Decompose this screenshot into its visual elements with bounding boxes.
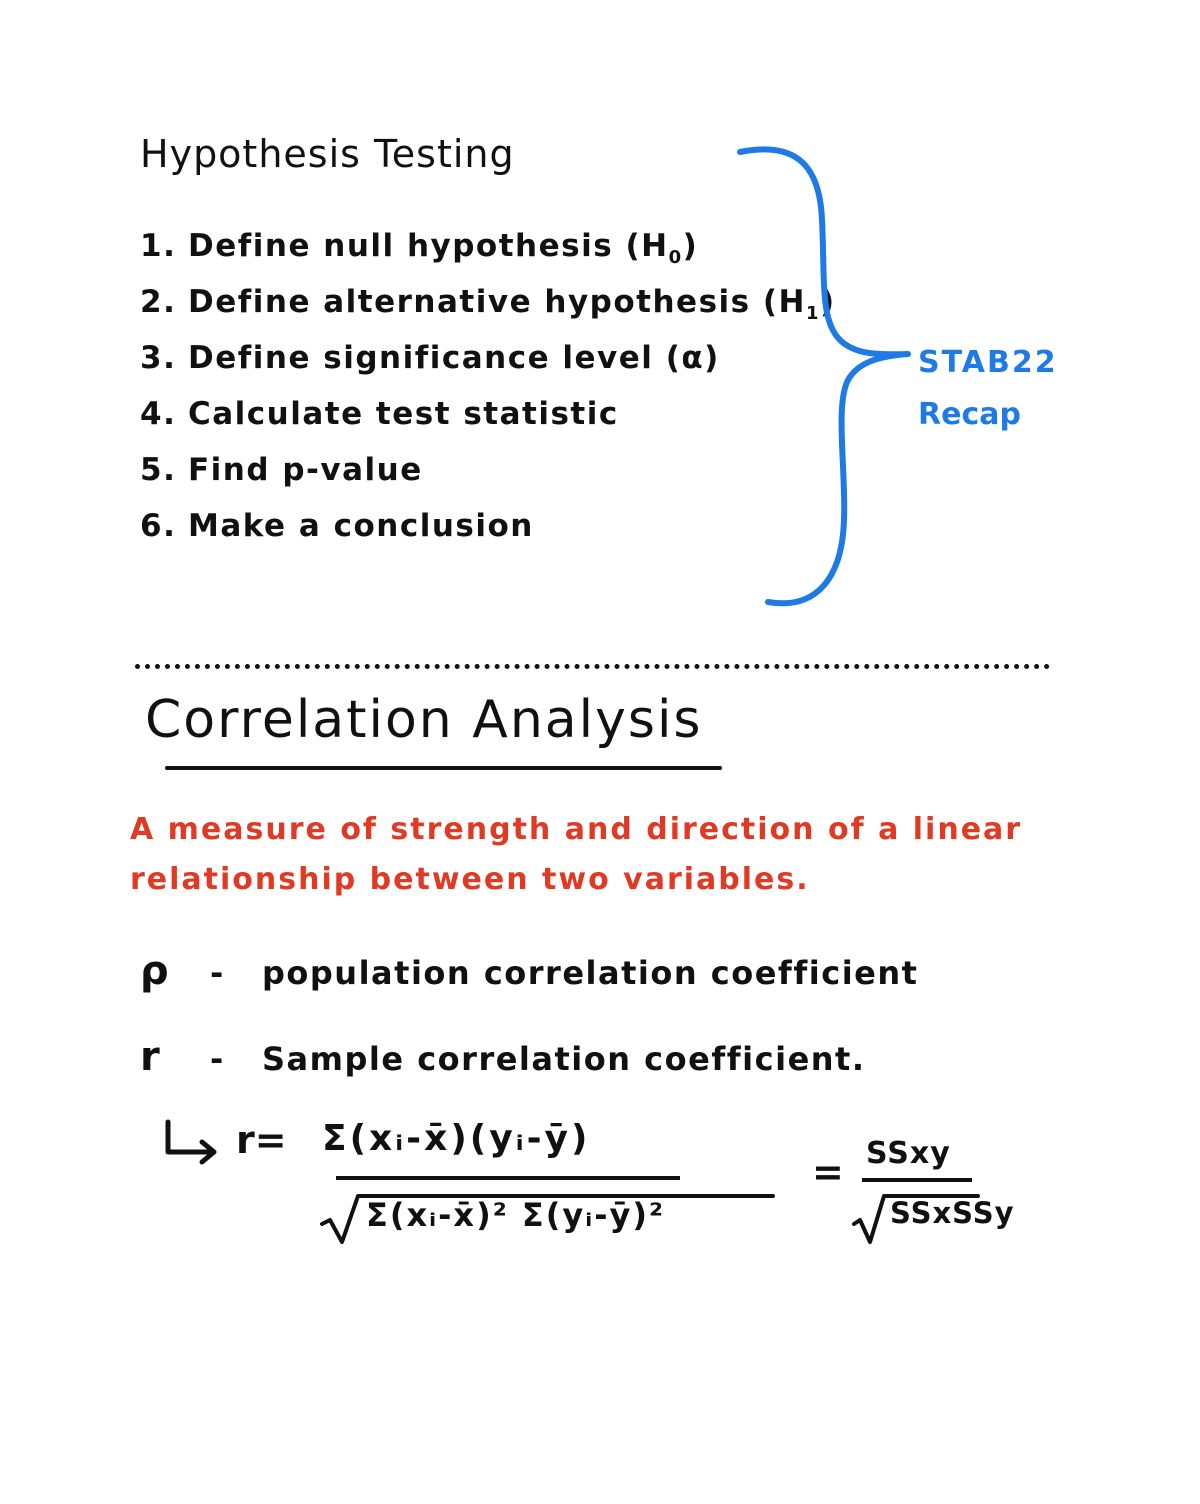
section-divider <box>135 664 1050 669</box>
definition-line-2: relationship between two variables. <box>130 862 810 897</box>
step-subscript: 1 <box>806 303 821 325</box>
step-number: 3. <box>140 340 177 376</box>
curly-brace-icon <box>730 140 930 620</box>
definition-line-1: A measure of strength and direction of a linear <box>130 812 1023 847</box>
step-text: Make a conclusion <box>188 508 534 544</box>
step-number: 5. <box>140 452 177 488</box>
step-number: 1. <box>140 228 177 264</box>
step-text: Find p-value <box>188 452 423 488</box>
correlation-title: Correlation Analysis <box>145 690 703 750</box>
step-number: 2. <box>140 284 177 320</box>
rho-dash: - <box>210 954 225 992</box>
step-text: Define null hypothesis (H <box>188 228 669 264</box>
rho-definition <box>140 948 918 994</box>
rho-symbol: ρ <box>140 948 171 994</box>
brace-label-recap: Recap <box>918 397 1021 432</box>
step-text: Define alternative hypothesis (H <box>188 284 807 320</box>
fraction-bar-2 <box>862 1178 972 1182</box>
return-arrow-icon <box>160 1118 230 1168</box>
formula-numerator: Σ(xᵢ-x̄)(yᵢ-ȳ) <box>322 1118 591 1159</box>
formula-numerator-2: SSxy <box>866 1136 951 1171</box>
formula-denominator-2: SSxSSy <box>890 1196 1015 1230</box>
step-end: ) <box>820 284 836 320</box>
step-text: Calculate test statistic <box>188 396 619 432</box>
fraction-bar <box>336 1176 680 1180</box>
rho-text: population correlation coefficient <box>262 954 919 992</box>
formula-equals: = <box>812 1150 844 1194</box>
step-text: Define significance level (α) <box>188 340 720 376</box>
formula-denominator: Σ(xᵢ-x̄)² Σ(yᵢ-ȳ)² <box>366 1196 665 1234</box>
r-dash: - <box>210 1040 225 1078</box>
r-symbol: r <box>140 1034 162 1080</box>
step-subscript: 0 <box>668 247 683 269</box>
brace-label-course: STAB22 <box>918 345 1058 380</box>
formula-lhs: r= <box>236 1118 287 1162</box>
hypothesis-title: Hypothesis Testing <box>140 132 515 176</box>
step-number: 6. <box>140 508 177 544</box>
r-definition <box>140 1034 866 1080</box>
r-text: Sample correlation coefficient. <box>262 1040 866 1078</box>
title-underline <box>165 766 722 770</box>
step-number: 4. <box>140 396 177 432</box>
step-end: ) <box>682 228 699 264</box>
